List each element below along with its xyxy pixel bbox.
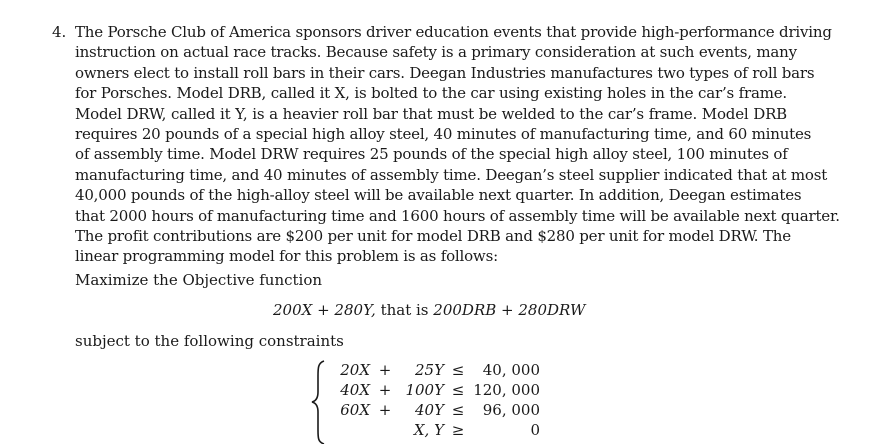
left-brace-icon	[310, 360, 330, 444]
constraint-term-1: 60X	[340, 401, 370, 419]
constraint-term-1: 40X	[340, 381, 370, 399]
statement-line: Model DRW, called it Y, is a heavier roll bar that must be welded to the car’s frame. Model DRB	[75, 104, 787, 123]
constraint-term-2: X, Y	[413, 421, 444, 439]
objective-expression: 200X + 280Y,	[273, 301, 376, 319]
constraint-rhs: 0	[530, 421, 540, 439]
statement-line: owners elect to install roll bars in their cars. Deegan Industries manufactures two types of roll bars	[75, 63, 815, 82]
objective-connector: that is	[380, 301, 429, 319]
statement-line: for Porsches. Model DRB, called it X, is bolted to the car using existing holes in the car’s frame.	[75, 84, 787, 103]
problem-number: 4.	[52, 23, 67, 41]
statement-line: linear programming model for this problem is as follows:	[75, 247, 498, 266]
constraint-system	[310, 360, 560, 444]
objective-alternate: 200DRB + 280DRW	[433, 301, 586, 319]
statement-line: 40,000 pounds of the high-alloy steel will be available next quarter. In addition, Deegan estimates	[75, 186, 802, 205]
constraint-operator: +	[378, 381, 392, 399]
statement-line: manufacturing time, and 40 minutes of assembly time. Deegan’s steel supplier indicated that at most	[75, 165, 828, 184]
statement-line: The profit contributions are $200 per unit for model DRB and $280 per unit for model DRW. The	[75, 227, 791, 246]
constraint-term-2: 25Y	[415, 361, 444, 379]
statement-line: The Porsche Club of America sponsors driver education events that provide high-performance driving	[75, 23, 832, 41]
constraint-relation: ≤	[451, 381, 465, 399]
constraints-label: subject to the following constraints	[75, 332, 344, 350]
constraint-operator: +	[378, 401, 392, 419]
constraint-relation: ≤	[451, 401, 465, 419]
statement-line: of assembly time. Model DRW requires 25 pounds of the special high alloy steel, 100 minutes of	[75, 145, 788, 164]
constraint-term-2: 40Y	[415, 401, 444, 419]
objective-function	[273, 300, 585, 320]
constraint-rhs: 96, 000	[482, 401, 540, 419]
constraint-relation: ≥	[451, 421, 465, 439]
constraint-relation: ≤	[451, 361, 465, 379]
statement-line: instruction on actual race tracks. Because safety is a primary consideration at such events, many	[75, 43, 797, 62]
constraint-rhs: 120, 000	[473, 381, 540, 399]
constraint-operator: +	[378, 361, 392, 379]
maximize-label: Maximize the Objective function	[75, 271, 323, 289]
statement-line: that 2000 hours of manufacturing time and 1600 hours of assembly time will be available next quarter.	[75, 206, 840, 225]
statement-line: requires 20 pounds of a special high alloy steel, 40 minutes of manufacturing time, and 60 minutes	[75, 125, 812, 144]
constraint-term-1: 20X	[340, 361, 370, 379]
problem-statement	[75, 22, 840, 267]
constraint-term-2: 100Y	[405, 381, 444, 399]
constraint-rhs: 40, 000	[482, 361, 540, 379]
